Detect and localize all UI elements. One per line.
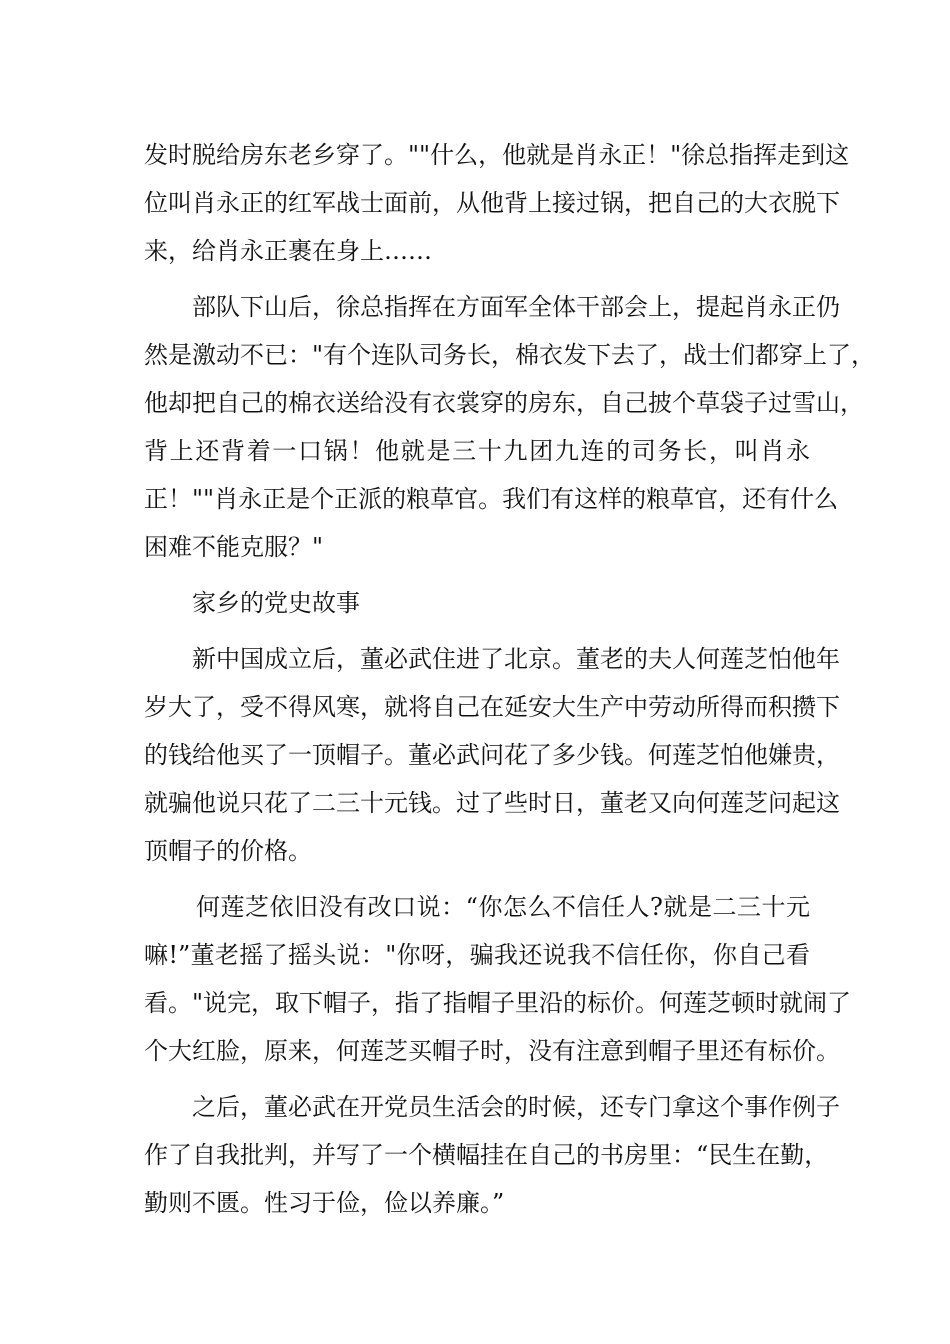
text-line: 然是激动不已："有个连队司务长，棉衣发下去了，战士们都穿上了， xyxy=(144,341,876,369)
document-body xyxy=(144,131,876,1227)
text-line: 的钱给他买了一顶帽子。董必武问花了多少钱。何莲芝怕他嫌贵， xyxy=(144,741,840,769)
text-line: 正！""肖永正是个正派的粮草官。我们有这样的粮草官，还有什么 xyxy=(144,485,839,513)
text-line: 岁大了，受不得风寒，就将自己在延安大生产中劳动所得而积攒下 xyxy=(144,693,840,721)
text-line: 就骗他说只花了二三十元钱。过了些时日，董老又向何莲芝问起这 xyxy=(144,789,840,817)
text-line: 之后，董必武在开党员生活会的时候，还专门拿这个事作例子 xyxy=(192,1093,840,1121)
section-heading: 家乡的党史故事 xyxy=(192,589,360,617)
paragraph-6 xyxy=(144,1083,840,1227)
text-line: 他却把自己的棉衣送给没有衣裳穿的房东，自己披个草袋子过雪山， xyxy=(144,389,864,417)
paragraph-4 xyxy=(144,635,840,875)
text-line: 勤则不匮。性习于俭，俭以养廉。” xyxy=(144,1189,505,1217)
text-line: 顶帽子的价格。 xyxy=(144,837,312,865)
text-line: 新中国成立后，董必武住进了北京。董老的夫人何莲芝怕他年 xyxy=(192,645,840,673)
text-line: 来，给肖永正裹在身上…… xyxy=(144,237,432,265)
paragraph-5 xyxy=(144,883,852,1075)
text-line: 困难不能克服？" xyxy=(144,533,324,561)
text-line: 发时脱给房东老乡穿了。""什么，他就是肖永正！"徐总指挥走到这 xyxy=(144,141,850,169)
text-line: 个大红脸，原来，何莲芝买帽子时，没有注意到帽子里还有标价。 xyxy=(144,1037,840,1065)
text-line: 背上还背着一口锅！他就是三十九团九连的司务长，叫肖永 xyxy=(144,437,810,465)
text-line: 嘛!”董老摇了摇头说："你呀，骗我还说我不信任你，你自己看 xyxy=(144,941,810,969)
paragraph-2 xyxy=(144,283,876,571)
text-line: 作了自我批判，并写了一个横幅挂在自己的书房里：“民生在勤， xyxy=(144,1141,829,1169)
text-line: 位叫肖永正的红军战士面前，从他背上接过锅，把自己的大衣脱下 xyxy=(144,189,840,217)
text-line: 何莲芝依旧没有改口说：“你怎么不信任人?就是二三十元 xyxy=(196,893,810,921)
text-line: 部队下山后，徐总指挥在方面军全体干部会上，提起肖永正仍 xyxy=(192,293,840,321)
text-line: 看。"说完，取下帽子，指了指帽子里沿的标价。何莲芝顿时就闹了 xyxy=(144,989,852,1017)
paragraph-3-heading xyxy=(144,579,810,627)
paragraph-1 xyxy=(144,131,850,275)
